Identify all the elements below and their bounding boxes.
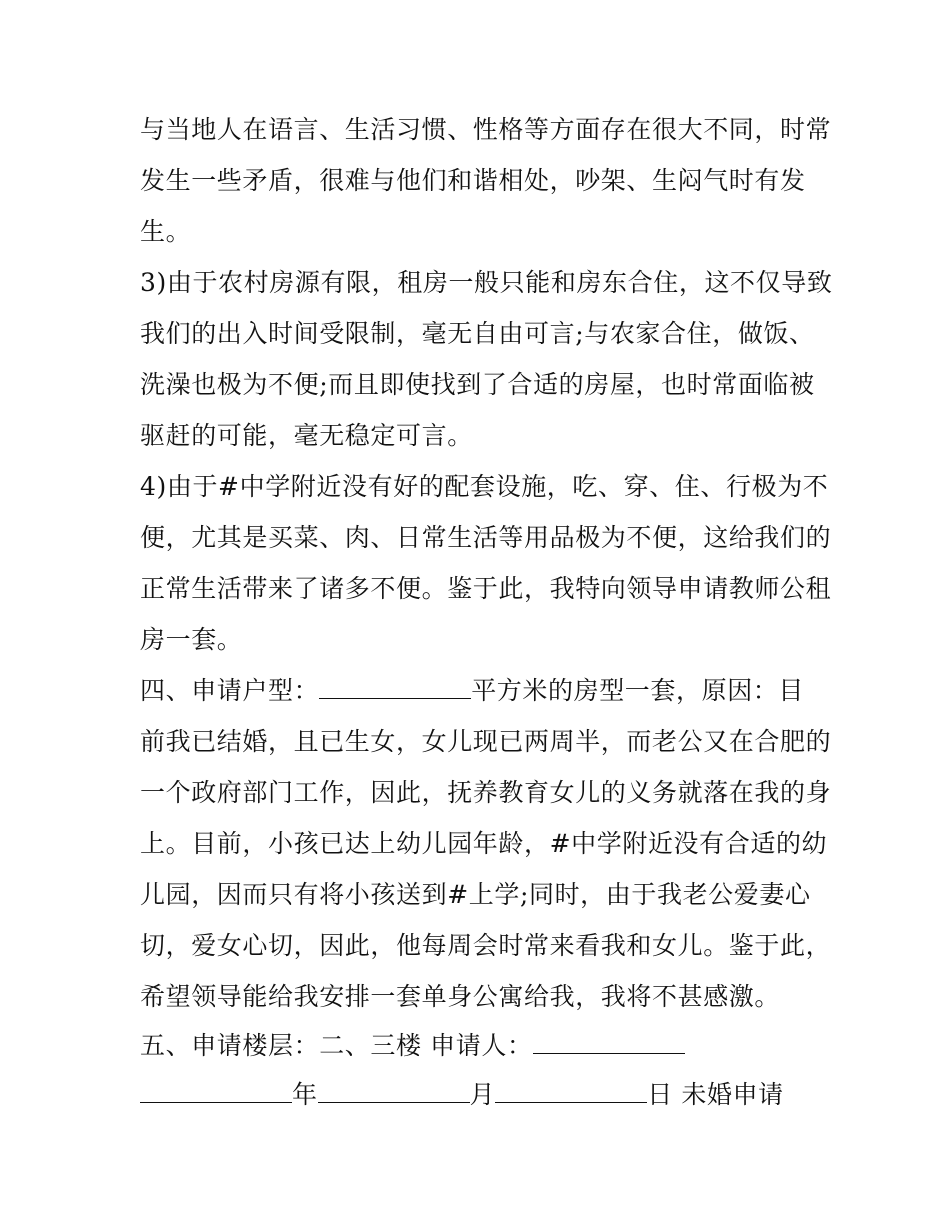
- year-label: 年: [292, 1080, 318, 1109]
- floor-label: 五、申请楼层：二、三楼 申请人：: [140, 1031, 533, 1060]
- paragraph-line: 4)由于#中学附近没有好的配套设施，吃、穿、住、行极为不: [140, 472, 829, 501]
- paragraph-line: 3)由于农村房源有限，租房一般只能和房东合住，这不仅导致: [140, 268, 833, 297]
- paragraph-line: 便，尤其是买菜、肉、日常生活等用品极为不便，这给我们的: [140, 523, 832, 552]
- applicant-name-blank[interactable]: [533, 1031, 685, 1054]
- apply-type-text: 平方米的房型一套，原因：目: [471, 676, 805, 705]
- day-blank[interactable]: [495, 1080, 647, 1103]
- paragraph-line: 驱赶的可能，毫无稳定可言。: [140, 421, 473, 450]
- date-line: [140, 1080, 784, 1110]
- apply-type-line: [140, 676, 804, 706]
- paragraph-line: 上。目前，小孩已达上幼儿园年龄，#中学附近没有合适的幼: [140, 829, 828, 858]
- paragraph-line: 儿园，因而只有将小孩送到#上学;同时，由于我老公爱妻心: [140, 880, 811, 909]
- day-label: 日 未婚申请: [647, 1080, 784, 1109]
- paragraph-line: 前我已结婚，且已生女，女儿现已两周半，而老公又在合肥的: [140, 727, 832, 756]
- year-blank[interactable]: [140, 1080, 292, 1103]
- paragraph-line: 生。: [140, 217, 192, 246]
- apply-type-area-blank[interactable]: [319, 676, 471, 699]
- paragraph-line: 切，爱女心切，因此，他每周会时常来看我和女儿。鉴于此，: [140, 931, 832, 960]
- paragraph-line: 与当地人在语言、生活习惯、性格等方面存在很大不同，时常: [140, 115, 832, 144]
- paragraph-line: 发生一些矛盾，很难与他们和谐相处，吵架、生闷气时有发: [140, 166, 806, 195]
- floor-line: [140, 1031, 685, 1061]
- paragraph-line: 希望领导能给我安排一套单身公寓给我，我将不甚感激。: [140, 982, 781, 1011]
- month-blank[interactable]: [318, 1080, 470, 1103]
- paragraph-line: 洗澡也极为不便;而且即使找到了合适的房屋，也时常面临被: [140, 370, 815, 399]
- paragraph-line: 正常生活带来了诸多不便。鉴于此，我特向领导申请教师公租: [140, 574, 832, 603]
- apply-type-label: 四、申请户型：: [140, 676, 320, 705]
- paragraph-line: 一个政府部门工作，因此，抚养教育女儿的义务就落在我的身: [140, 778, 832, 807]
- month-label: 月: [469, 1080, 496, 1109]
- paragraph-line: 我们的出入时间受限制，毫无自由可言;与农家合住，做饭、: [140, 319, 815, 348]
- paragraph-line: 房一套。: [140, 625, 243, 654]
